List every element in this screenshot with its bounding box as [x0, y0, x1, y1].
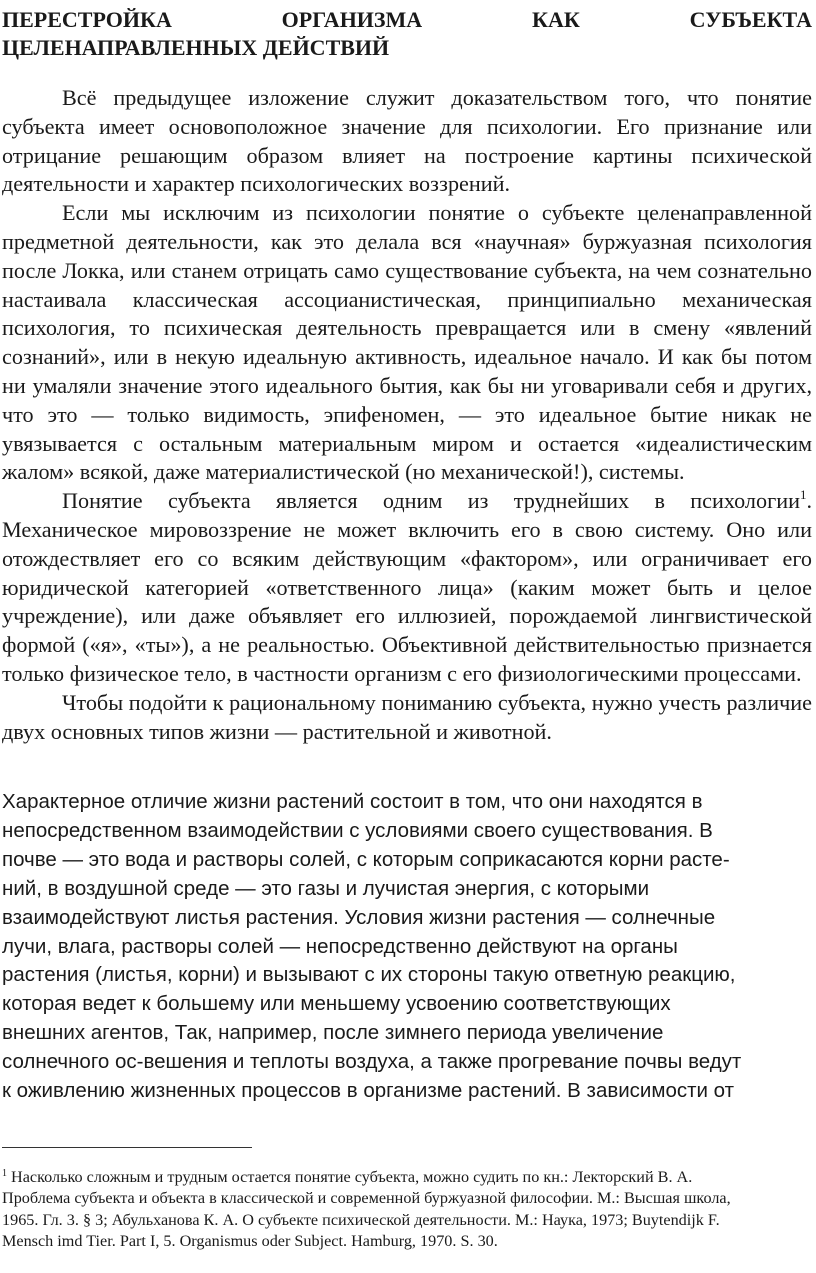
title-line-2: ЦЕЛЕНАПРАВЛЕННЫХ ДЕЙСТВИЙ	[2, 35, 390, 60]
paragraph-3-text-start: Понятие субъекта является одним из труднейших в психологии	[62, 488, 800, 514]
footnote-mark: 1	[2, 1168, 7, 1179]
page-title	[2, 6, 812, 62]
footnote-reference[interactable]: 1	[799, 487, 807, 503]
footnote-line: Mensch imd Tier. Part I, 5. Organismus oder Subject. Hamburg, 1970. S. 30.	[2, 1232, 498, 1251]
pasted-text-block	[2, 788, 812, 1106]
footnote-line	[2, 1167, 810, 1188]
footnote-separator	[2, 1147, 252, 1148]
text-line: Характерное отличие жизни растений состоит в том, что они находятся в	[2, 790, 703, 813]
text-line: которая ведет к большему или меньшему усвоению соответствующих	[2, 992, 671, 1016]
text-line: почве — это вода и растворы солей, с которым соприкасаются корни расте-	[2, 847, 730, 871]
footnote-line: Проблема субъекта и объекта в классической и современной буржуазной философии. М.: Высшая школа,	[2, 1189, 731, 1208]
footnote-line: 1965. Гл. 3. § 3; Абульханова К. А. О субъекте психической деятельности. М.: Наука, 1973; Buytendijk F.	[2, 1210, 720, 1229]
text-line: непосредственном взаимодействии с условиями своего существования. В	[2, 818, 713, 842]
paragraph-4: Чтобы подойти к рациональному пониманию субъекта, нужно учесть различие двух основных типов жизни — растительной и животной.	[2, 689, 812, 744]
text-line: взаимодействуют листья растения. Условия жизни растения — солнечные	[2, 905, 716, 929]
text-line: растения (листья, корни) и вызывают с их стороны такую ответную реакцию,	[2, 963, 736, 987]
title-line-1: ПЕРЕСТРОЙКА ОРГАНИЗМА КАК СУБЪЕКТА	[2, 7, 812, 32]
footnote-line-text: Насколько сложным и трудным остается понятие субъекта, можно судить по кн.: Лекторский В. А.	[7, 1168, 693, 1186]
main-text	[2, 84, 812, 746]
paragraph-3-text-end: . Механическое мировоззрение не может включить его в свою систему. Оно или отождествляет его со всяким действующим «фактором», или ограничивает его юридической категорией «ответственного лица» (каким может быть и целое учреждение), или даже объявляет его иллюзией, порождаемой лингвистической формой («я», «ты»), а не реальностью. Объективной действительностью признается только физическое тело, в частности организм с его физиологическими процессами.	[2, 488, 812, 686]
text-line: лучи, влага, растворы солей — непосредственно действуют на органы	[2, 934, 678, 958]
text-line: внешних агентов, Так, например, после зимнего периода увеличение	[2, 1021, 664, 1045]
paragraph-2: Если мы исключим из психологии понятие о субъекте целенаправленной предметной деятельности, как это делала вся «научная» буржуазная психология после Локка, или станем отрицать само существование субъекта, на чем сознательно настаивала классическая ассоцианистическая, принципиально механическая психология, то психическая деятельность превращается или в смену «явлений сознаний», или в некую идеальную активность, идеальное начало. И как бы потом ни умаляли значение этого идеального бытия, как бы ни уговаривали себя и других, что это — только видимость, эпифеномен, — это идеальное бытие никак не увязывается с остальным материальным миром и остается «идеалистическим жалом» всякой, даже материалистической (но механической!), системы.	[2, 200, 812, 485]
paragraph-3	[2, 487, 812, 689]
footnote	[2, 1167, 810, 1253]
text-line: ний, в воздушной среде — это газы и лучистая энергия, с которыми	[2, 876, 650, 900]
paragraph-1: Всё предыдущее изложение служит доказательством того, что понятие субъекта имеет основоположное значение для психологии. Его признание или отрицание решающим образом влияет на построение картины психической деятельности и характер психологических воззрений.	[2, 85, 812, 197]
text-line: к оживлению жизненных процессов в организме растений. В зависимости от	[2, 1079, 735, 1103]
text-line: солнечного ос-вешения и теплоты воздуха, а также прогревание почвы ведут	[2, 1050, 742, 1074]
